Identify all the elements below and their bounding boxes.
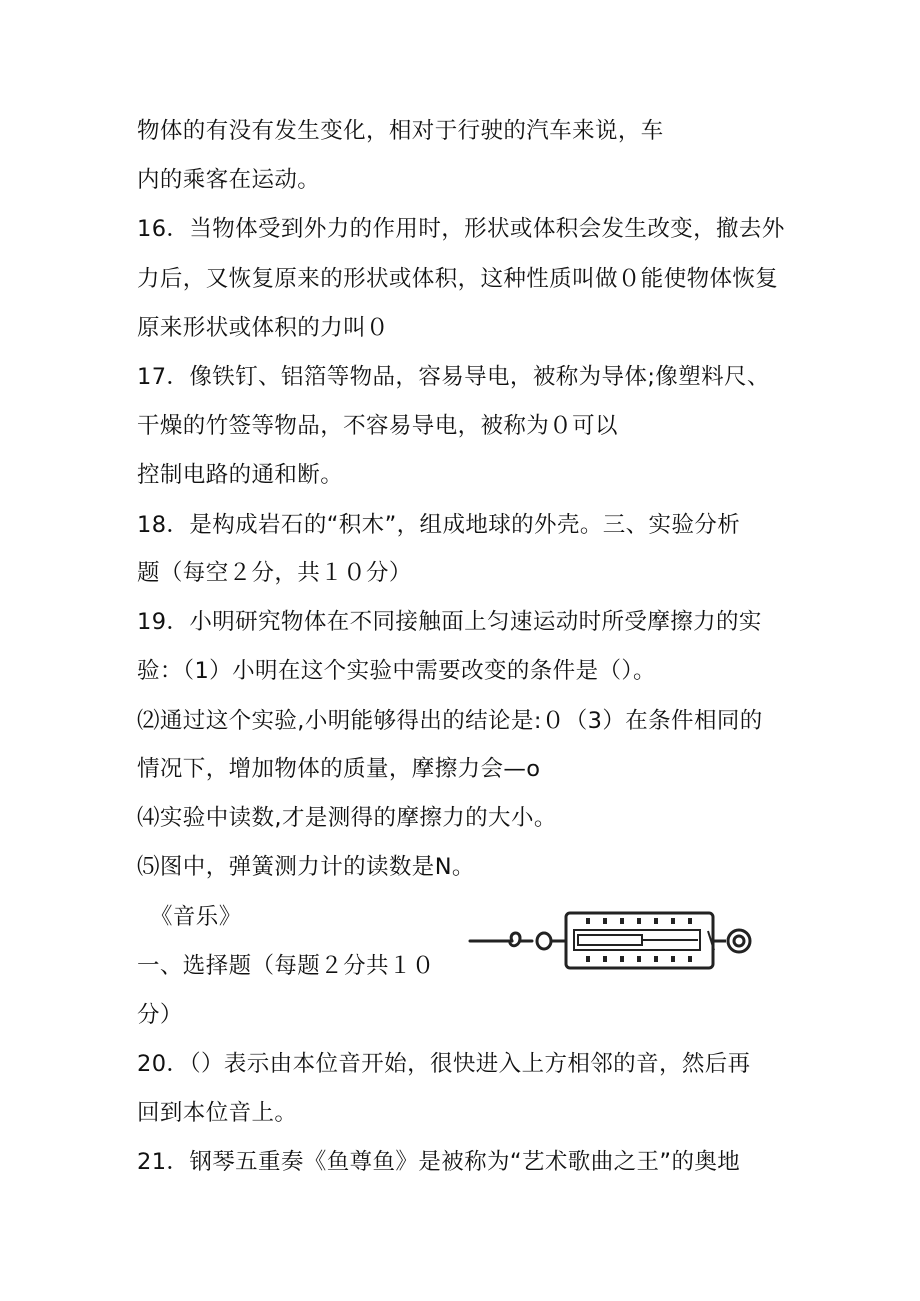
- text-line: 回到本位音上。: [137, 1100, 298, 1126]
- text-line: 分）: [137, 1002, 183, 1028]
- text-line: 力后，又恢复原来的形状或体积，这种性质叫做０能使物体恢复: [137, 266, 779, 292]
- text-line: 干燥的竹签等物品，不容易导电，被称为０可以: [137, 413, 618, 439]
- text-line: ⑵通过这个实验,小明能够得出的结论是:０（3）在条件相同的: [137, 708, 763, 734]
- section-heading-choice: 一、选择题（每题２分共１０: [137, 953, 435, 979]
- question-19-line: 19．小明研究物体在不同接触面上匀速运动时所受摩擦力的实: [137, 609, 762, 635]
- question-18-line: 18．是构成岩石的“积木”，组成地球的外壳。三、实验分析: [137, 512, 741, 538]
- spring-scale-figure: [468, 908, 766, 972]
- text-line: ⑸图中，弹簧测力计的读数是N。: [137, 854, 475, 880]
- text-line: ⑷实验中读数,才是测得的摩擦力的大小。: [137, 805, 557, 831]
- text-line: 验：（1）小明在这个实验中需要改变的条件是（）。: [137, 658, 656, 684]
- question-17-line: 17．像铁钉、铝箔等物品，容易导电，被称为导体;像塑料尺、: [137, 364, 770, 390]
- text-line: 情况下，增加物体的质量，摩擦力会—o: [137, 756, 541, 782]
- question-20-line: 20．（）表示由本位音开始，很快进入上方相邻的音，然后再: [137, 1051, 751, 1077]
- question-21-line: 21．钢琴五重奏《鱼尊鱼》是被称为“艺术歌曲之王”的奥地: [137, 1149, 741, 1175]
- text-line: 原来形状或体积的力叫０: [137, 315, 389, 341]
- question-16-line: 16．当物体受到外力的作用时，形状或体积会发生改变，撤去外: [137, 216, 785, 242]
- text-line: 控制电路的通和断。: [137, 462, 344, 488]
- text-line: 内的乘客在运动。: [137, 167, 321, 193]
- text-line: 物体的有没有发生变化，相对于行驶的汽车来说，车: [137, 118, 664, 144]
- section-heading-music: 《音乐》: [150, 904, 242, 930]
- text-line: 题（每空２分，共１０分）: [137, 560, 412, 586]
